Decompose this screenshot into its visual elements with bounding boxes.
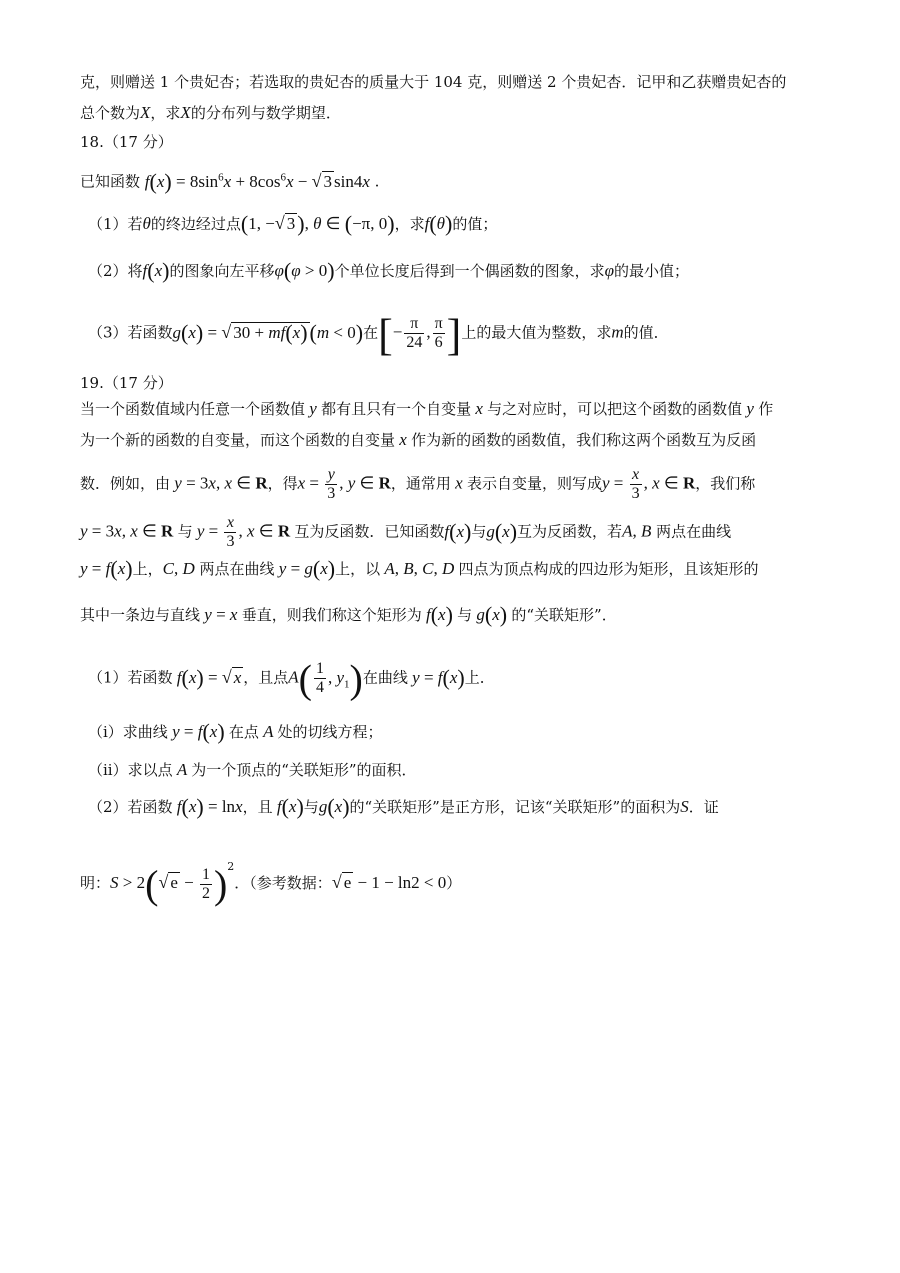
q19-line5: y = f(x)上，C, D 两点在曲线 y = g(x)上，以 A, B, C, D 四点为顶点构成的四边形为矩形，且该矩形的: [80, 556, 759, 581]
q18-intro: 已知函数 $f(x) = 8\sin^6x + 8\cos^6x$ − √ 3 sin4x .: [80, 168, 380, 194]
q19-line4: y = 3x, x ∈ R 与 y = $\frac{x}{3}$ , x ∈ R 互为反函数．已知函数f(x)与g(x)互为反函数，若A, B 两点在曲线: [80, 514, 732, 550]
q19-part2: （2）若函数 f(x) = lnx，且 f(x)与g(x)的“关联矩形”是正方形，记该“关联矩形”的面积为S．证: [88, 794, 719, 819]
q19-header: 19.（17 分）: [80, 374, 173, 392]
q18-header: 18.（17 分）: [80, 133, 173, 151]
q19-part1-ii: （ii）求以点 A 为一个顶点的“关联矩形”的面积．: [88, 760, 417, 779]
q19-part2-proof: 明：S > 2(√ e − $\frac{1}{2}$ )$^2$．（参考数据：√ e − 1 − ln2 < 0）: [80, 860, 462, 907]
q19-line1: 当一个函数值域内任意一个函数值 y 都有且只有一个自变量 x 与之对应时，可以把这个函数的函数值 y 作: [80, 399, 774, 418]
q19-part1-i: （i）求曲线 y = f(x) 在点 A 处的切线方程；: [88, 719, 383, 744]
q19-part1: （1）若函数 f(x) = √ x ，且点A( $\frac{1}{4}$ , $y_1$)在曲线 y = f(x)上．: [88, 656, 495, 702]
q18-part3: （3）若函数g(x) = √ 30 + mf(x)(m < 0)在[− $\frac{\pi}{24}$ , $\frac{\pi}{6}$ ]上的最大值为整数，求m的值．: [88, 310, 669, 360]
q19-line3: 数．例如，由 y = 3x, x ∈ R，得x = $\frac{y}{3}$ , y ∈ R，通常用 x 表示自变量，则写成y = $\frac{x}{3}$ , x ∈ R，我们称: [80, 466, 756, 502]
q17-line2: 总个数为X，求X的分布列与数学期望．: [80, 103, 341, 122]
q19-line6: 其中一条边与直线 y = x 垂直，则我们称这个矩形为 f(x) 与 g(x) 的“关联矩形”．: [80, 602, 617, 627]
q17-line1: 克，则赠送 1 个贵妃杏；若选取的贵妃杏的质量大于 104 克，则赠送 2 个贵妃杏．记甲和乙获赠贵妃杏的: [80, 73, 787, 91]
q19-line2: 为一个新的函数的自变量，而这个函数的自变量 x 作为新的函数的函数值，我们称这两个函数互为反函: [80, 430, 757, 449]
q18-part1: （1）若θ的终边经过点(1, −√ 3), θ ∈ (−π, 0)，求f(θ)的值；: [88, 211, 498, 236]
q18-part2: （2）将f(x)的图象向左平移φ(φ > 0)个单位长度后得到一个偶函数的图象，求φ的最小值；: [88, 258, 689, 283]
